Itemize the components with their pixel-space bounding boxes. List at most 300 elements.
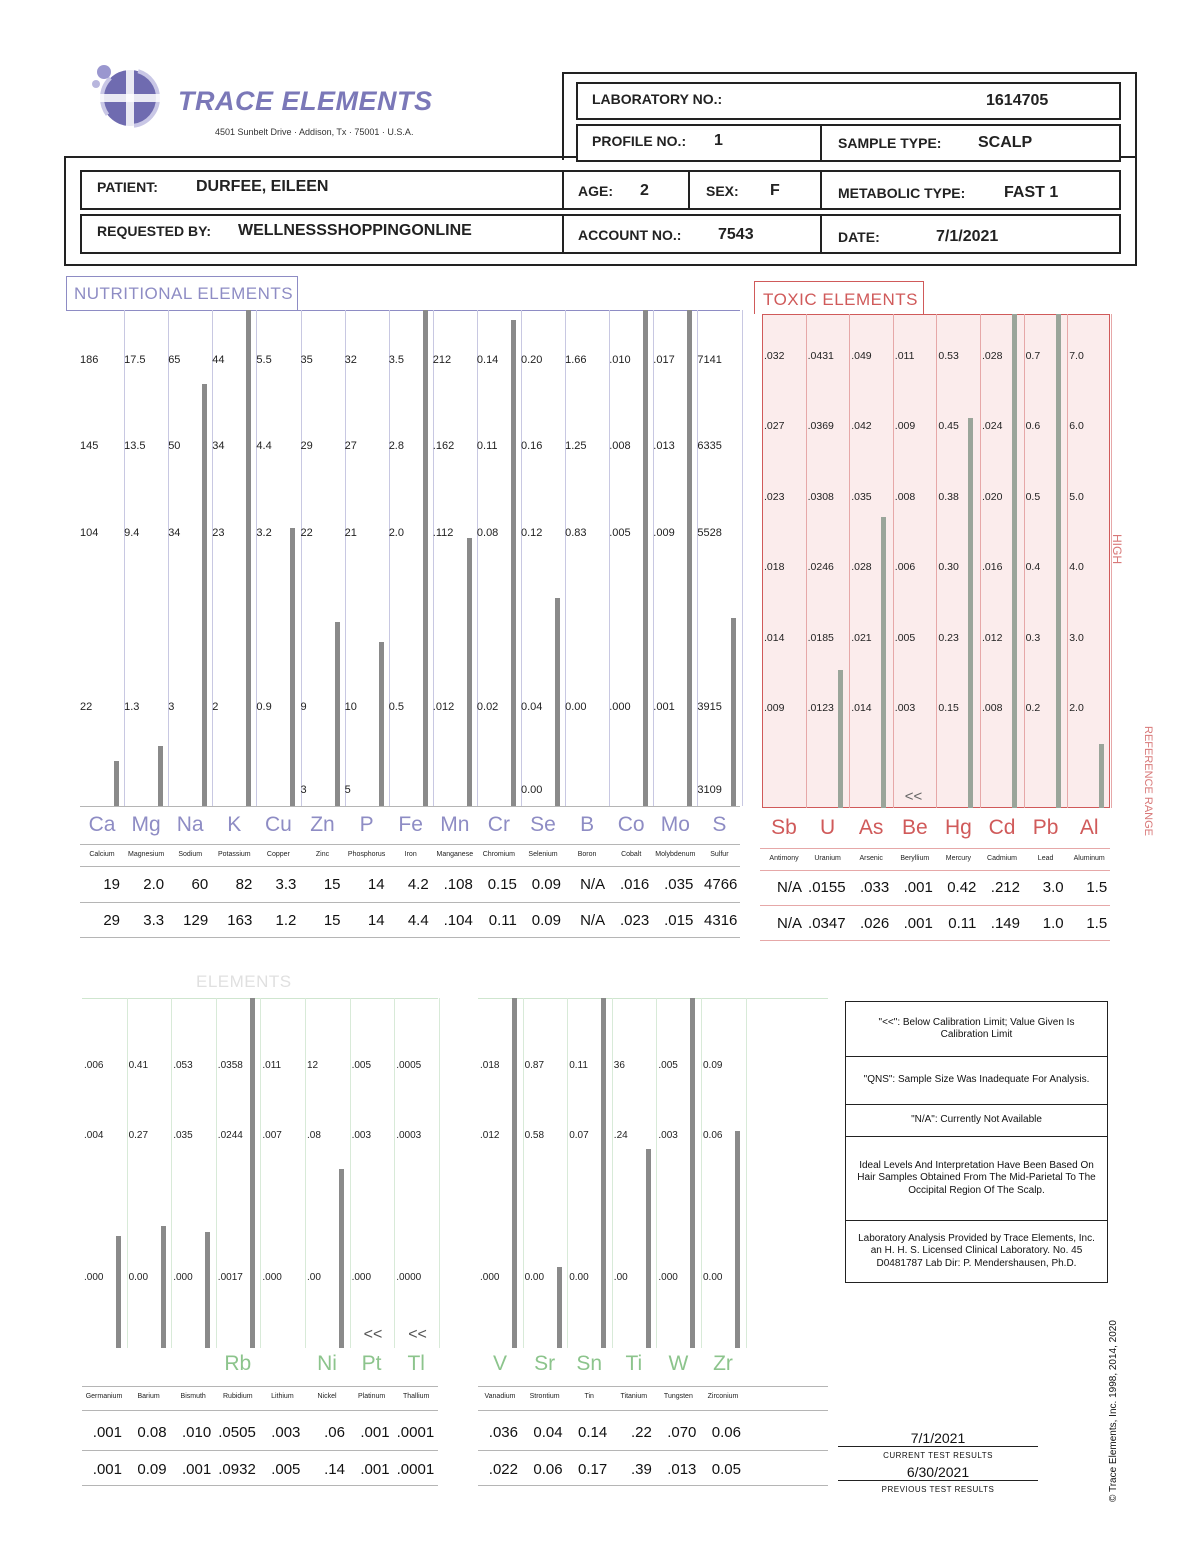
current-result: .001 xyxy=(92,1424,122,1441)
element-symbol: S xyxy=(712,813,727,836)
metabolic-label: METABOLIC TYPE: xyxy=(838,185,966,201)
tick-label: .009 xyxy=(764,702,785,714)
previous-results-line xyxy=(838,1480,1038,1481)
element-symbol: Co xyxy=(617,813,645,836)
tick-label: 36 xyxy=(613,1060,625,1071)
tick-label-low: 3109 xyxy=(697,784,722,796)
current-result: .036 xyxy=(488,1424,518,1441)
divider xyxy=(820,214,822,254)
tick-label: 0.08 xyxy=(476,527,499,539)
previous-result: 4316 xyxy=(704,912,738,929)
tick-label: 212 xyxy=(432,354,452,366)
legend-note: "QNS": Sample Size Was Inadequate For Analysis. xyxy=(845,1057,1108,1105)
tick-label: .0431 xyxy=(807,350,834,362)
column-divider xyxy=(127,998,128,1348)
tick-label: 0.23 xyxy=(938,632,959,644)
panel-top-line xyxy=(478,998,828,999)
current-result: .001 xyxy=(360,1424,390,1441)
current-result: .001 xyxy=(903,879,933,896)
tick-label: .112 xyxy=(432,527,454,539)
element-symbol: Mg xyxy=(131,813,161,836)
result-bar xyxy=(205,1232,210,1348)
tick-label: 0.87 xyxy=(524,1060,545,1071)
tick-label: 2.0 xyxy=(1069,702,1084,714)
lab-no-value: 1614705 xyxy=(986,92,1049,109)
current-result: .0155 xyxy=(808,879,846,896)
current-result: 2.0 xyxy=(143,876,165,893)
tick-label: .006 xyxy=(84,1060,104,1071)
element-name: Copper xyxy=(266,851,290,858)
below-calibration-marker: << xyxy=(904,788,923,805)
current-result: 1.5 xyxy=(1086,879,1108,896)
tick-label: 0.3 xyxy=(1025,632,1041,644)
element-name: Calcium xyxy=(89,851,115,858)
previous-result: 15 xyxy=(323,912,341,929)
tick-label: .028 xyxy=(851,561,872,573)
result-bar xyxy=(1012,314,1017,808)
previous-row-line xyxy=(478,1485,828,1486)
element-name: Lead xyxy=(1037,855,1054,862)
current-result: .035 xyxy=(664,876,694,893)
divider xyxy=(688,170,690,210)
tick-label: 3.0 xyxy=(1069,632,1084,644)
result-bar xyxy=(202,384,207,806)
previous-result: 0.11 xyxy=(488,912,517,929)
name-row-line xyxy=(80,866,740,867)
previous-row-line xyxy=(80,937,740,938)
tick-label: 34 xyxy=(212,440,225,452)
result-bar xyxy=(335,622,340,806)
previous-test-label: PREVIOUS TEST RESULTS xyxy=(881,1485,995,1494)
tick-label: 0.02 xyxy=(476,701,499,713)
result-bar xyxy=(467,538,472,806)
tick-label: .018 xyxy=(480,1060,500,1071)
tick-label: 0.00 xyxy=(703,1272,723,1283)
tick-label: .006 xyxy=(894,561,916,573)
current-result: 0.06 xyxy=(711,1424,741,1441)
tick-label: 17.5 xyxy=(124,354,146,366)
tick-label: .024 xyxy=(982,420,1003,432)
tick-label: 4.0 xyxy=(1069,561,1084,573)
tick-label: .008 xyxy=(894,491,916,503)
result-bar xyxy=(557,1267,562,1348)
tick-label: 5.0 xyxy=(1069,491,1084,503)
element-name: Zinc xyxy=(315,851,330,858)
column-divider xyxy=(806,314,807,808)
current-result: 0.15 xyxy=(487,876,517,893)
element-name: Mercury xyxy=(945,855,972,862)
element-name: Sodium xyxy=(178,851,203,858)
sample-type-value: SCALP xyxy=(978,134,1033,151)
tick-label: 104 xyxy=(80,527,99,539)
column-divider xyxy=(656,998,657,1348)
column-divider xyxy=(609,310,610,806)
symbol-row-line xyxy=(82,1386,438,1387)
element-name: Potassium xyxy=(217,851,251,858)
tick-label-low: 3 xyxy=(300,784,307,796)
column-divider xyxy=(389,310,390,806)
column-divider xyxy=(697,310,698,806)
column-divider xyxy=(893,314,894,808)
element-name: Thallium xyxy=(402,1393,430,1400)
column-divider xyxy=(477,310,478,806)
tick-label: .021 xyxy=(851,632,872,644)
tick-label: .000 xyxy=(173,1272,193,1283)
tick-label: .011 xyxy=(894,350,915,362)
tick-label: .0017 xyxy=(217,1272,243,1283)
tick-label: 0.41 xyxy=(128,1060,149,1071)
panel-top-line xyxy=(66,310,740,311)
tick-label: 0.38 xyxy=(938,491,959,503)
element-symbol: Ca xyxy=(88,813,116,836)
tick-label: 9.4 xyxy=(124,527,140,539)
element-symbol: Rb xyxy=(224,1352,252,1375)
tick-label: .012 xyxy=(982,632,1003,644)
tick-label: 7141 xyxy=(697,354,722,366)
tick-label: 1.3 xyxy=(124,701,140,713)
result-bar xyxy=(690,998,695,1348)
column-divider xyxy=(260,998,261,1348)
column-divider xyxy=(521,310,522,806)
current-result: N/A xyxy=(776,879,802,896)
previous-result: .14 xyxy=(324,1461,345,1478)
tick-label: 0.09 xyxy=(703,1060,723,1071)
column-divider xyxy=(350,998,351,1348)
previous-result: .001 xyxy=(92,1461,122,1478)
name-row-line xyxy=(760,870,1110,871)
legend-note: Ideal Levels And Interpretation Have Been Based On Hair Samples Obtained From The Mid-Parietal To The Occipital Region Of The Scalp. xyxy=(845,1137,1108,1221)
previous-test-date: 6/30/2021 xyxy=(906,1464,970,1480)
element-name: Tin xyxy=(584,1393,594,1400)
tick-label: .028 xyxy=(982,350,1003,362)
tick-label: 0.11 xyxy=(476,440,498,452)
result-bar xyxy=(158,746,163,806)
tick-label: 0.07 xyxy=(569,1130,589,1141)
element-symbol: P xyxy=(359,813,374,836)
tick-label: .008 xyxy=(982,702,1003,714)
copyright: © Trace Elements, Inc. 1998, 2014, 2020 xyxy=(1108,1320,1119,1502)
tick-label: 0.00 xyxy=(569,1272,589,1283)
column-divider xyxy=(345,310,346,806)
tick-label: 65 xyxy=(168,354,181,366)
element-symbol: Zn xyxy=(310,813,335,836)
result-bar xyxy=(290,528,295,806)
current-result: .212 xyxy=(990,879,1020,896)
tick-label: .007 xyxy=(262,1130,282,1141)
column-divider xyxy=(565,310,566,806)
element-name: Bismuth xyxy=(180,1393,206,1400)
symbol-row-line xyxy=(80,844,740,845)
tick-label: 0.2 xyxy=(1025,702,1041,714)
tick-label: 3.2 xyxy=(256,527,272,539)
element-symbol: Ni xyxy=(317,1352,337,1375)
element-symbol: Na xyxy=(176,813,204,836)
current-row-line xyxy=(478,1450,828,1451)
tick-label: 0.5 xyxy=(1025,491,1041,503)
result-bar xyxy=(601,998,606,1348)
tick-label: 3 xyxy=(168,701,175,713)
tick-label: .003 xyxy=(658,1130,678,1141)
tick-label: 35 xyxy=(300,354,313,366)
previous-result: 0.06 xyxy=(533,1461,563,1478)
tick-label: .014 xyxy=(764,632,785,644)
element-symbol: Be xyxy=(901,816,928,839)
sex-label: SEX: xyxy=(706,183,739,199)
element-name: Phosphorus xyxy=(347,851,386,858)
legend-note: "N/A": Currently Not Available xyxy=(845,1105,1108,1137)
tick-label: .0003 xyxy=(396,1130,422,1141)
tick-label: .0358 xyxy=(217,1060,243,1071)
element-symbol: Mn xyxy=(440,813,470,836)
element-symbol: Sn xyxy=(576,1352,603,1375)
toxic-title: TOXIC ELEMENTS xyxy=(763,290,918,309)
tick-label: 0.45 xyxy=(938,420,959,432)
result-bar xyxy=(161,1226,166,1348)
element-symbol: W xyxy=(668,1352,689,1375)
element-name: Antimony xyxy=(769,855,799,862)
result-bar xyxy=(423,310,428,806)
element-name: Titanium xyxy=(620,1393,648,1400)
current-result: .010 xyxy=(181,1424,212,1441)
tick-label: 0.00 xyxy=(128,1272,149,1283)
previous-result: .013 xyxy=(667,1461,697,1478)
element-name: Germanium xyxy=(85,1393,123,1400)
result-bar xyxy=(246,310,251,806)
tick-label: .016 xyxy=(982,561,1003,573)
column-divider xyxy=(433,310,434,806)
logo-icon xyxy=(88,58,168,130)
current-result: 4766 xyxy=(704,876,738,893)
current-result: 0.08 xyxy=(137,1424,167,1441)
tick-label: .0000 xyxy=(396,1272,422,1283)
previous-result: N/A xyxy=(580,912,606,929)
current-results-line xyxy=(838,1446,1038,1447)
tick-label: 6335 xyxy=(697,440,722,452)
element-symbol: U xyxy=(820,816,836,839)
element-symbol: Sb xyxy=(771,816,797,839)
previous-result: .39 xyxy=(630,1461,652,1478)
tick-label: .020 xyxy=(982,491,1003,503)
current-result: 0.09 xyxy=(531,876,561,893)
previous-result: 0.05 xyxy=(711,1461,741,1478)
result-bar xyxy=(116,1236,121,1348)
tick-label: 0.6 xyxy=(1025,420,1041,432)
tick-label: .003 xyxy=(894,702,916,714)
tick-label: .012 xyxy=(432,701,455,713)
element-symbol: B xyxy=(580,813,595,836)
tick-label: 29 xyxy=(300,440,313,452)
tick-label: 2.8 xyxy=(388,440,404,452)
element-symbol: As xyxy=(858,816,884,839)
previous-result: 129 xyxy=(183,912,209,929)
sample-type-label: SAMPLE TYPE: xyxy=(838,135,942,151)
tick-label: .000 xyxy=(84,1272,104,1283)
tick-label: .001 xyxy=(653,701,675,713)
tick-label: .035 xyxy=(173,1130,193,1141)
tick-label: 186 xyxy=(80,354,99,366)
metabolic-value: FAST 1 xyxy=(1004,184,1059,201)
element-name: Aluminum xyxy=(1073,855,1105,862)
tick-label: .000 xyxy=(262,1272,282,1283)
element-symbol: Zr xyxy=(713,1352,733,1375)
previous-result: .0932 xyxy=(218,1461,256,1478)
column-divider xyxy=(439,998,440,1348)
column-divider xyxy=(980,314,981,808)
tick-label: .013 xyxy=(653,440,675,452)
current-result: .22 xyxy=(630,1424,652,1441)
previous-result: 0.11 xyxy=(948,915,977,932)
tick-label: .018 xyxy=(764,561,785,573)
column-divider xyxy=(394,998,395,1348)
tick-label: .011 xyxy=(262,1060,282,1071)
current-result: .070 xyxy=(667,1424,697,1441)
tick-label: .035 xyxy=(851,491,872,503)
previous-result: .005 xyxy=(271,1461,301,1478)
tick-label: .0185 xyxy=(807,632,834,644)
legend-note: Laboratory Analysis Provided by Trace Elements, Inc. an H. H. S. Licensed Clinical Laboratory. No. 45 D0481787 Lab Dir: P. Mendershausen, Ph.D. xyxy=(845,1221,1108,1283)
previous-result: 0.17 xyxy=(577,1461,608,1478)
divider xyxy=(820,170,822,210)
tick-label: 22 xyxy=(80,701,93,713)
previous-result: .001 xyxy=(181,1461,212,1478)
tick-label: 21 xyxy=(344,527,357,539)
current-result: 3.3 xyxy=(275,876,297,893)
element-symbol: Ti xyxy=(625,1352,643,1375)
tick-label: 0.15 xyxy=(938,702,959,714)
tick-label: 5.5 xyxy=(256,354,272,366)
element-name: Vanadium xyxy=(484,1393,516,1400)
current-result: 82 xyxy=(235,876,253,893)
result-bar xyxy=(250,998,255,1348)
lab-no-label: LABORATORY NO.: xyxy=(592,91,723,107)
tick-label: 2 xyxy=(212,701,219,713)
current-result: 14 xyxy=(367,876,385,893)
tick-label: .023 xyxy=(764,491,785,503)
element-name: Platinum xyxy=(357,1393,386,1400)
tick-label: .0244 xyxy=(217,1130,243,1141)
element-name: Arsenic xyxy=(859,855,883,862)
element-name: Magnesium xyxy=(128,851,165,858)
tick-label: 23 xyxy=(212,527,225,539)
profile-no-value: 1 xyxy=(714,132,723,149)
result-bar xyxy=(687,310,692,806)
side-label-high: HIGH xyxy=(1110,534,1124,564)
tick-label: .00 xyxy=(613,1272,628,1283)
side-label-reference: REFERENCE RANGE xyxy=(1142,726,1154,837)
below-calibration-marker: << xyxy=(363,1326,383,1343)
previous-result: .015 xyxy=(664,912,694,929)
tick-label: .000 xyxy=(609,701,631,713)
tick-label: .003 xyxy=(351,1130,372,1141)
result-bar xyxy=(968,418,973,808)
current-result: .06 xyxy=(324,1424,345,1441)
sex-value: F xyxy=(770,182,780,199)
current-result: 0.14 xyxy=(577,1424,608,1441)
tick-label: .0369 xyxy=(807,420,834,432)
previous-result: .104 xyxy=(443,912,473,929)
baseline xyxy=(80,806,740,807)
current-result: .108 xyxy=(443,876,473,893)
previous-row-line xyxy=(760,940,1110,941)
previous-result: .0347 xyxy=(808,915,846,932)
tick-label: .0123 xyxy=(807,702,834,714)
tick-label: .005 xyxy=(894,632,916,644)
result-bar xyxy=(731,618,736,806)
tick-label: .027 xyxy=(764,420,785,432)
tick-label: .009 xyxy=(894,420,916,432)
current-result: 15 xyxy=(323,876,341,893)
tick-label: 0.7 xyxy=(1025,350,1041,362)
column-divider xyxy=(212,310,213,806)
symbol-row-line xyxy=(760,848,1110,849)
result-bar xyxy=(114,761,119,806)
tick-label: 0.12 xyxy=(521,527,543,539)
result-bar xyxy=(838,670,843,808)
requested-value: WELLNESSSHOPPINGONLINE xyxy=(238,222,472,239)
result-bar xyxy=(339,1169,344,1348)
tick-label: .032 xyxy=(764,350,785,362)
logo-text: TRACE ELEMENTS xyxy=(178,86,433,116)
previous-result: 29 xyxy=(103,912,120,929)
current-row-line xyxy=(80,902,740,903)
tick-label: 4.4 xyxy=(256,440,272,452)
tick-label: 27 xyxy=(344,440,357,452)
element-name: Manganese xyxy=(436,851,474,858)
tick-label: .000 xyxy=(351,1272,372,1283)
tick-label: .000 xyxy=(658,1272,678,1283)
result-bar xyxy=(379,642,384,806)
tick-label: 7.0 xyxy=(1069,350,1084,362)
tick-label: 3915 xyxy=(697,701,722,713)
result-bar xyxy=(512,998,517,1348)
tick-label: 0.4 xyxy=(1025,561,1041,573)
column-divider xyxy=(168,310,169,806)
previous-row-line xyxy=(82,1485,438,1486)
tick-label: .000 xyxy=(480,1272,500,1283)
column-divider xyxy=(305,998,306,1348)
element-name: Molybdenum xyxy=(655,851,696,858)
element-name: Strontium xyxy=(529,1393,560,1400)
column-divider xyxy=(301,310,302,806)
current-row-line xyxy=(760,905,1110,906)
tick-label: 12 xyxy=(307,1060,319,1071)
previous-result: 0.09 xyxy=(531,912,561,929)
tick-label: 2.0 xyxy=(388,527,404,539)
element-symbol: V xyxy=(492,1352,507,1375)
previous-result: 0.09 xyxy=(137,1461,167,1478)
patient-label: PATIENT: xyxy=(97,179,158,195)
previous-result: 163 xyxy=(227,912,253,929)
tick-label: 0.30 xyxy=(938,561,959,573)
current-row-line xyxy=(82,1450,438,1451)
tick-label: .049 xyxy=(851,350,872,362)
element-name: Chromium xyxy=(482,851,516,858)
previous-result: N/A xyxy=(776,915,802,932)
previous-result: .023 xyxy=(619,912,650,929)
tick-label: 9 xyxy=(300,701,307,713)
result-bar xyxy=(643,310,648,806)
tick-label: 13.5 xyxy=(124,440,146,452)
element-name: Iron xyxy=(404,851,417,858)
tick-label: 34 xyxy=(168,527,181,539)
element-symbol: Se xyxy=(530,813,556,836)
tick-label: 3.5 xyxy=(388,354,404,366)
element-name: Lithium xyxy=(271,1393,294,1400)
profile-no-label: PROFILE NO.: xyxy=(592,133,687,149)
column-divider xyxy=(936,314,937,808)
symbol-row-line xyxy=(478,1386,828,1387)
tick-label-low: 5 xyxy=(344,784,351,796)
